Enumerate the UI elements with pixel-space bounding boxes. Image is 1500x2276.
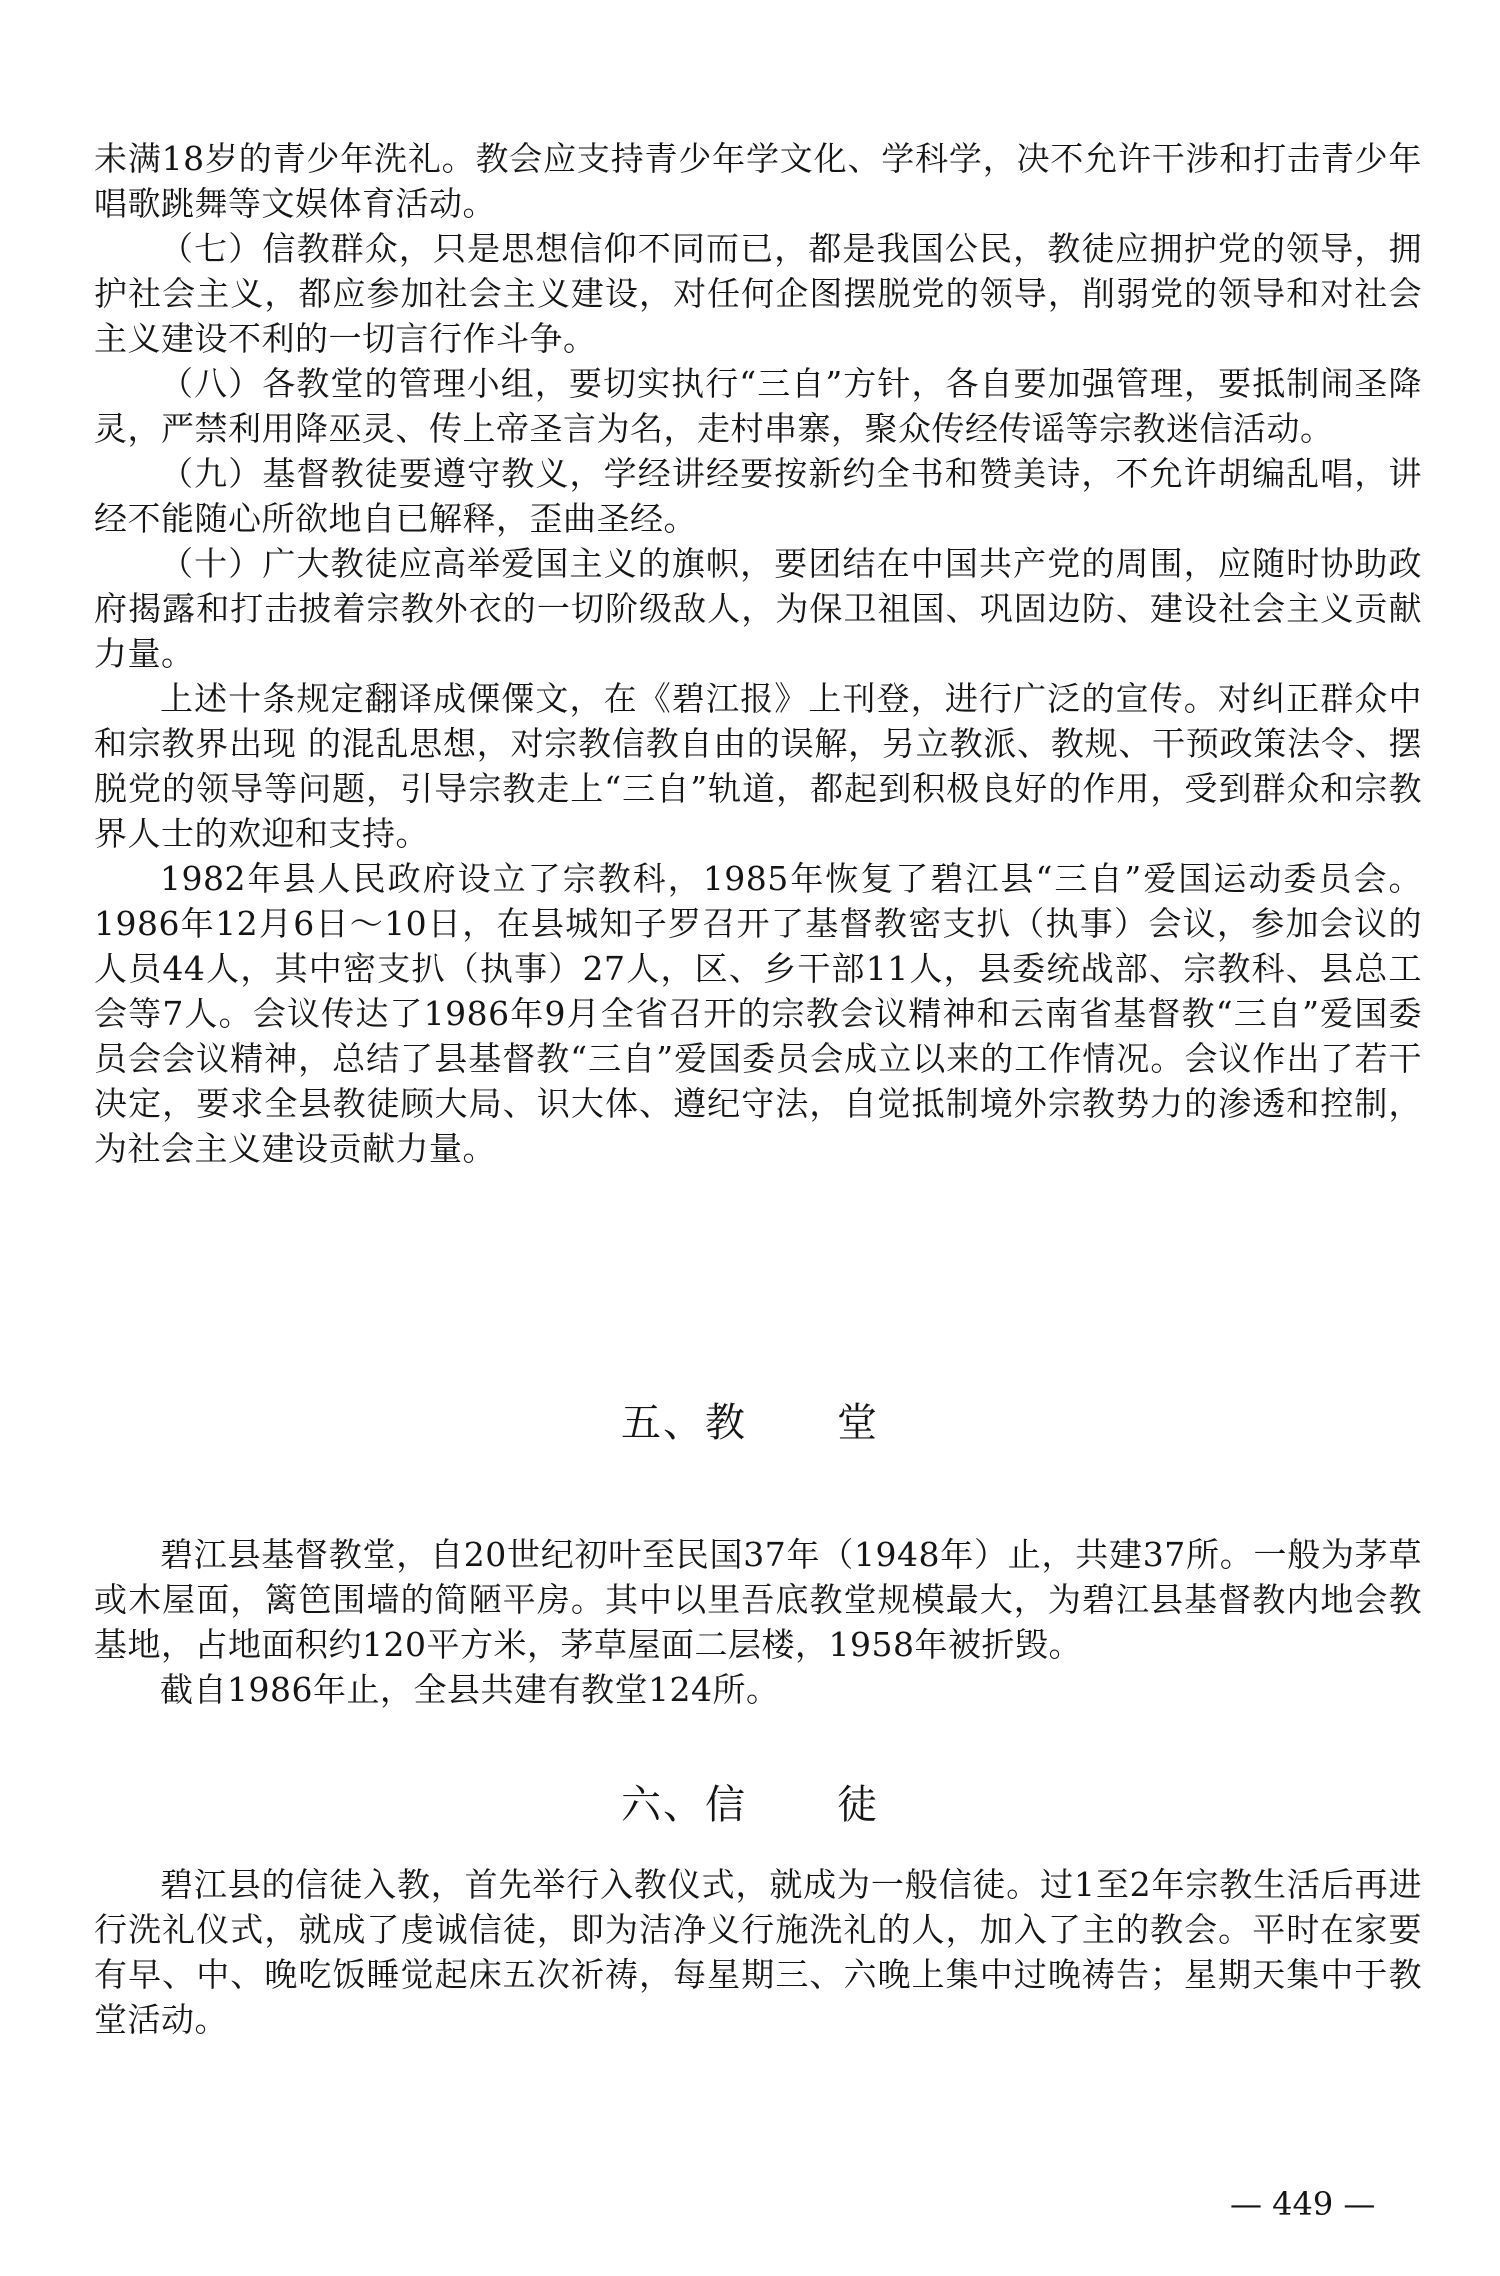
paragraph-rule-7: （七）信教群众，只是思想信仰不同而已，都是我国公民，教徒应拥护党的领导，拥护社会主义，都应参加社会主义建设，对任何企图摆脱党的领导，削弱党的领导和对社会主义建设不利的一切言行作斗争。: [94, 229, 1422, 358]
paragraph-churches-2: 截自1986年止，全县共建有教堂124所。: [160, 1670, 780, 1709]
page-number: — 449 —: [1230, 2185, 1376, 2223]
paragraph-continuation: 未满18岁的青少年洗礼。教会应支持青少年学文化、学科学，决不允许干涉和打击青少年唱歌跳舞等文娱体育活动。: [94, 139, 1422, 223]
paragraph-believers-1: 碧江县的信徒入教，首先举行入教仪式，就成为一般信徒。过1至2年宗教生活后再进行洗礼仪式，就成了虔诚信徒，即为洁净义行施洗礼的人，加入了主的教会。平时在家要有早、中、晚吃饭睡觉起床五次祈祷，每星期三、六晚上集中过晚祷告；星期天集中于教堂活动。: [94, 1865, 1422, 2039]
paragraph-translation: 上述十条规定翻译成傈僳文，在《碧江报》上刊登，进行广泛的宣传。对纠正群众中和宗教界出现 的混乱思想，对宗教信教自由的误解，另立教派、教规、干预政策法令、摆脱党的领导等问题，引导宗教走上“三自”轨道，都起到积极良好的作用，受到群众和宗教界人士的欢迎和支持。: [94, 679, 1422, 853]
paragraph-rule-10: （十）广大教徒应高举爱国主义的旗帜，要团结在中国共产党的周围，应随时协助政府揭露和打击披着宗教外衣的一切阶级敌人，为保卫祖国、巩固边防、建设社会主义贡献力量。: [94, 544, 1422, 673]
section-heading-believers-part1: 六、信: [621, 1782, 747, 1828]
section-heading-believers: [0, 1780, 1500, 1830]
paragraph-rule-9: （九）基督教徒要遵守教义，学经讲经要按新约全书和赞美诗，不允许胡编乱唱，讲经不能随心所欲地自已解释，歪曲圣经。: [94, 454, 1422, 538]
body-text-believers: [94, 1862, 1422, 2042]
section-heading-churches-part1: 五、教: [621, 1400, 747, 1446]
body-text-churches: [94, 1532, 1422, 1712]
body-text-top: [94, 136, 1422, 1171]
paragraph-1982: 1982年县人民政府设立了宗教科，1985年恢复了碧江县“三自”爱国运动委员会。1986年12月6日～10日，在县城知子罗召开了基督教密支扒（执事）会议，参加会议的人员44人，其中密支扒（执事）27人，区、乡干部11人，县委统战部、宗教科、县总工会等7人。会议传达了1986年9月全省召开的宗教会议精神和云南省基督教“三自”爱国委员会会议精神，总结了县基督教“三自”爱国委员会成立以来的工作情况。会议作出了若干决定，要求全县教徒顾大局、识大体、遵纪守法，自觉抵制境外宗教势力的渗透和控制，为社会主义建设贡献力量。: [94, 859, 1422, 1168]
section-heading-churches: [0, 1398, 1500, 1448]
paragraph-rule-8: （八）各教堂的管理小组，要切实执行“三自”方针，各自要加强管理，要抵制闹圣降灵，严禁利用降巫灵、传上帝圣言为名，走村串寨，聚众传经传谣等宗教迷信活动。: [94, 364, 1422, 448]
paragraph-churches-1: 碧江县基督教堂，自20世纪初叶至民国37年（1948年）止，共建37所。一般为茅草或木屋面，篱笆围墙的简陋平房。其中以里吾底教堂规模最大，为碧江县基督教内地会教基地，占地面积约120平方米，茅草屋面二层楼，1958年被折毁。: [94, 1535, 1422, 1664]
section-heading-believers-part2: 徒: [837, 1782, 879, 1828]
section-heading-churches-part2: 堂: [837, 1400, 879, 1446]
